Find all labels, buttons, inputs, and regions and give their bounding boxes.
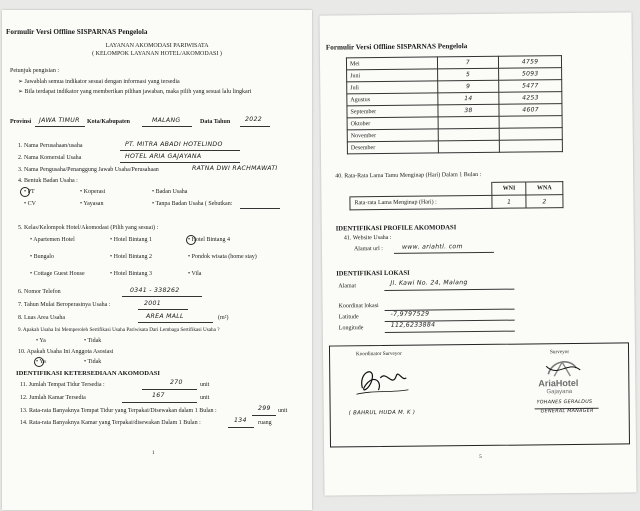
option-bullet: • Hotel Bintang 4 bbox=[188, 237, 230, 243]
q7-value: 2001 bbox=[144, 300, 161, 307]
q8-unit: (m²) bbox=[218, 315, 229, 321]
option-bullet: • Hotel Bintang 3 bbox=[110, 271, 152, 277]
q41-label: 41. Website Usaha : bbox=[343, 234, 392, 242]
q11-unit: unit bbox=[200, 382, 210, 388]
wna-value: 2 bbox=[526, 195, 563, 208]
cell-value2: 4607 bbox=[499, 104, 562, 117]
cell-value2 bbox=[500, 128, 563, 141]
table-row bbox=[350, 195, 563, 210]
option-label: CV bbox=[27, 201, 36, 207]
cell-month: Desember bbox=[347, 141, 438, 154]
q2-value: HOTEL ARIA GAJAYANA bbox=[125, 153, 202, 160]
option-label: Apartemen Hotel bbox=[33, 237, 75, 243]
province-value: JAWA TIMUR bbox=[39, 117, 80, 124]
q4-label: 4. Bentuk Badan Usaha : bbox=[18, 178, 78, 184]
stamp-city: Gajayana bbox=[546, 389, 573, 396]
q14-unit: ruang bbox=[258, 420, 272, 426]
q1-label: 1. Nama Perusahaan/usaha bbox=[18, 143, 83, 149]
cell-value2: 4253 bbox=[499, 92, 562, 105]
option-label: Hotel Bintang 4 bbox=[191, 237, 230, 243]
option-label: Hotel Bintang 2 bbox=[113, 254, 152, 260]
q13-unit: unit bbox=[278, 408, 288, 414]
year-value: 2022 bbox=[245, 116, 262, 123]
hotel-stamp-logo bbox=[542, 356, 582, 380]
coord-label: Koordinat lokasi bbox=[338, 303, 379, 310]
cell-month: Juni bbox=[347, 69, 438, 82]
option-label: Tanpa Badan Usaha ( Sebutkan: bbox=[155, 201, 233, 207]
coordinator-label: Koordinator Surveyor bbox=[356, 350, 402, 358]
surveyor-label: Surveyor bbox=[550, 349, 570, 356]
option-bullet: • PT bbox=[24, 189, 35, 195]
cell-month: Mei bbox=[346, 57, 437, 70]
lon-value: 112,6233884 bbox=[390, 321, 436, 329]
cell-value2: 5477 bbox=[499, 80, 562, 93]
page-number: 1 bbox=[152, 450, 155, 456]
cell-value bbox=[438, 128, 500, 141]
option-label: Cottage Guest House bbox=[33, 271, 85, 277]
cell-value bbox=[438, 140, 500, 153]
cell-value2: 5093 bbox=[499, 68, 562, 81]
lat-value: -7,9797529 bbox=[390, 310, 430, 318]
cell-month: Oktober bbox=[347, 117, 438, 130]
option-bullet: • Pondok wisata (home stay) bbox=[188, 254, 257, 260]
instruction-text: Bila terdapat indikator yang memberikan pilihan jawaban, maka pilih yang sesuai lalu lingkari bbox=[24, 89, 252, 95]
option-bullet: • Tanpa Badan Usaha ( Sebutkan: bbox=[152, 201, 233, 207]
q13-label: 13. Rata-rata Banyaknya Tempat Tidur yang Terpakai/Disewakan dalam 1 Bulan : bbox=[20, 408, 217, 414]
q1-value: PT. MITRA ABADI HOTELINDO bbox=[125, 141, 223, 148]
q3-value: RATNA DWI RACHMAWATI bbox=[192, 165, 278, 172]
arrow-icon: ➢ bbox=[18, 79, 25, 85]
option-label: Ya bbox=[39, 359, 46, 365]
coordinator-signature bbox=[352, 360, 412, 401]
option-bullet: • Tidak bbox=[84, 359, 102, 365]
q3-label: 3. Nama Pengusaha/Penanggung Jawab Usaha/Perusahaan bbox=[18, 167, 159, 173]
q14-value: 134 bbox=[234, 417, 247, 424]
location-title: IDENTIFIKASI LOKASI bbox=[336, 269, 410, 278]
option-label: Pondok wisata (home stay) bbox=[191, 254, 257, 260]
instructions-label: Petunjuk pengisian : bbox=[10, 68, 59, 74]
option-label: Badan Usaha bbox=[155, 189, 188, 195]
option-label: Tidak bbox=[87, 359, 102, 365]
cell-value: 38 bbox=[437, 104, 499, 117]
q40-label: 40. Rata-Rata Lama Tamu Menginap (Hari) Dalam 1 Bulan : bbox=[335, 171, 482, 180]
q13-value: 299 bbox=[258, 405, 271, 412]
cell-month: November bbox=[347, 129, 438, 142]
monthly-table bbox=[346, 55, 563, 154]
option-bullet: • Koperasi bbox=[80, 189, 106, 195]
stay-table bbox=[349, 181, 563, 210]
option-bullet: • Vila bbox=[188, 271, 202, 277]
q9-label: 9. Apakah Usaha Ini Memperoleh Sertifikasi Usaha Pariwisata Dari Lembaga Sertifikasi Usaha ? bbox=[18, 327, 220, 333]
url-label: Alamat url : bbox=[353, 245, 383, 253]
q11-label: 11. Jumlah Tempat Tidur Tersedia : bbox=[20, 382, 105, 388]
option-label: Bungalo bbox=[33, 254, 54, 260]
wni-value: 1 bbox=[492, 195, 526, 208]
option-label: Hotel Bintang 1 bbox=[113, 237, 152, 243]
q7-label: 7. Tahun Mulai Beroperasinya Usaha : bbox=[18, 302, 111, 308]
q14-label: 14. Rata-rata Banyaknya Kamar yang Terpakai/disewakan Dalam 1 Bulan : bbox=[20, 420, 201, 426]
option-label: Koperasi bbox=[83, 189, 106, 195]
q2-label: 2. Nama Komersial Usaha bbox=[18, 155, 82, 161]
signature-box bbox=[329, 342, 630, 447]
q12-value: 167 bbox=[152, 392, 165, 399]
option-label: Hotel Bintang 3 bbox=[113, 271, 152, 277]
table-row bbox=[347, 140, 562, 154]
cell-value bbox=[438, 116, 500, 129]
url-value: www. ariahtl. com bbox=[401, 243, 463, 251]
q8-label: 8. Luas Area Usaha bbox=[18, 315, 65, 321]
cell-month: Agustus bbox=[347, 93, 438, 106]
option-bullet: • Ya bbox=[36, 338, 46, 344]
q10-label: 10. Apakah Usaha Ini Anggota Asosiasi bbox=[18, 349, 114, 355]
address-value: Jl. Kawi No. 24, Malang bbox=[390, 279, 468, 287]
arrow-icon: ➢ bbox=[18, 89, 25, 95]
surveyor-name: YOHANES GERALDUS bbox=[536, 399, 593, 406]
cell-value: 5 bbox=[437, 68, 499, 81]
profile-title: IDENTIFIKASI PROFILE AKOMODASI bbox=[335, 224, 457, 233]
q8-value: AREA MALL bbox=[146, 313, 184, 320]
option-bullet: • Cottage Guest House bbox=[30, 271, 85, 277]
q6-value: 0341 - 338262 bbox=[130, 287, 180, 294]
cell-value2 bbox=[500, 140, 563, 153]
section-title: IDENTIFIKASI KETERSEDIAAN AKOMODASI bbox=[16, 370, 160, 377]
year-label: Data Tahun bbox=[200, 119, 231, 125]
lat-label: Latitude bbox=[338, 314, 359, 321]
option-bullet: • Badan Usaha bbox=[152, 189, 188, 195]
stamp-brand: AriaHotel bbox=[538, 377, 579, 389]
instruction-text: Jawablah semua indikator sesuai dengan informasi yang tersedia bbox=[24, 79, 180, 85]
option-bullet: • Hotel Bintang 2 bbox=[110, 254, 152, 260]
option-bullet: • Apartemen Hotel bbox=[30, 237, 75, 243]
option-bullet: • CV bbox=[24, 201, 36, 207]
option-bullet: • Ya bbox=[36, 359, 46, 365]
cell-value2: 4759 bbox=[499, 56, 562, 69]
surveyor-title: GENERAL MANAGER bbox=[540, 408, 594, 415]
page-number: 5 bbox=[479, 453, 482, 460]
option-label: PT bbox=[27, 189, 35, 195]
col-wni: WNI bbox=[492, 182, 526, 195]
q11-value: 270 bbox=[170, 379, 183, 386]
address-label: Alamat bbox=[338, 283, 357, 290]
cell-month: September bbox=[347, 105, 438, 118]
cell-value: 9 bbox=[437, 80, 499, 93]
coordinator-name: ( BAHRUL HUDA M. K ) bbox=[348, 409, 416, 417]
option-label: Vila bbox=[191, 271, 202, 277]
monthly-table-body bbox=[346, 56, 562, 154]
form-page-1 bbox=[2, 10, 312, 510]
q6-label: 6. Nomor Telefon bbox=[18, 289, 61, 295]
cell-value2 bbox=[499, 116, 562, 129]
instruction-1 bbox=[18, 78, 180, 85]
option-label: Yayasan bbox=[83, 201, 104, 207]
form-title: Formulir Versi Offline SISPARNAS Pengelola bbox=[325, 42, 468, 52]
cell-month: Juli bbox=[347, 81, 438, 94]
option-bullet: • Tidak bbox=[84, 338, 102, 344]
form-page-5 bbox=[319, 12, 636, 495]
province-label: Provinsi bbox=[10, 119, 32, 125]
cell-value: 14 bbox=[437, 92, 499, 105]
cell-value: 7 bbox=[437, 56, 499, 69]
city-value: MALANG bbox=[152, 117, 181, 124]
heading-group: ( KELOMPOK LAYANAN HOTEL/AKOMODASI ) bbox=[92, 51, 222, 57]
q5-label: 5. Kelas/Kelompok Hotel/Akomodasi (Pilih yang sesuai) : bbox=[18, 225, 159, 231]
lon-label: Longitude bbox=[338, 325, 364, 332]
heading-service: LAYANAN AKOMODASI PARIWISATA bbox=[105, 43, 209, 49]
instruction-2 bbox=[18, 88, 251, 95]
option-bullet: • Yayasan bbox=[80, 201, 104, 207]
option-label: Tidak bbox=[87, 338, 102, 344]
col-wna: WNA bbox=[526, 182, 563, 195]
option-bullet: • Hotel Bintang 1 bbox=[110, 237, 152, 243]
option-bullet: • Bungalo bbox=[30, 254, 54, 260]
city-label: Kota/Kabupaten bbox=[87, 119, 131, 125]
row-label: Rata-rata Lama Menginap (Hari) : bbox=[350, 195, 492, 209]
option-label: Ya bbox=[39, 338, 46, 344]
form-title: Formulir Versi Offline SISPARNAS Pengelola bbox=[6, 28, 148, 36]
q12-unit: unit bbox=[200, 395, 210, 401]
q12-label: 12. Jumlah Kamar Tersedia bbox=[20, 395, 86, 401]
